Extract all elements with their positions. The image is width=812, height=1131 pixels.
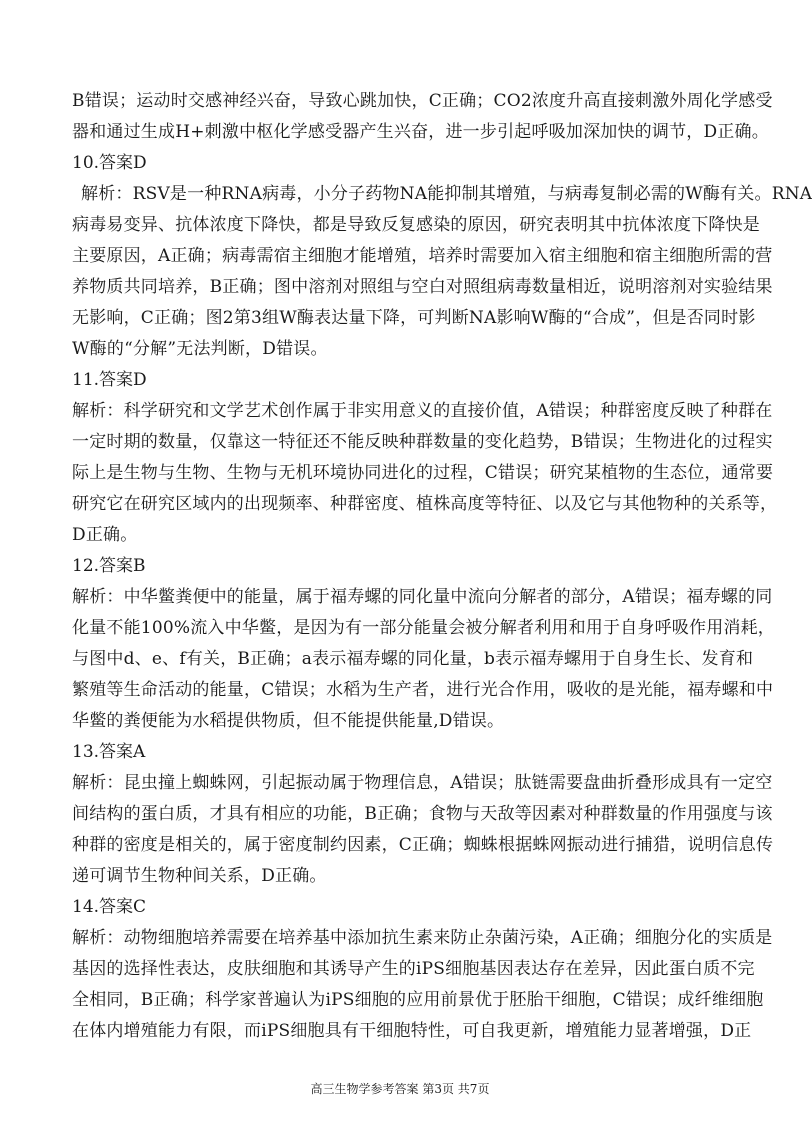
text-line: 在体内增殖能力有限，而iPS细胞具有干细胞特性，可自我更新，增殖能力显著增强，D正 <box>72 1021 752 1041</box>
text-line: 化量不能100%流入中华鳖，是因为有一部分能量会被分解者利用和用于自身呼吸作用消耗， <box>72 618 775 638</box>
text-line: 无影响，C正确；图2第3组W酶表达量下降，可判断NA影响W酶的“合成”，但是否同时影 <box>72 308 756 328</box>
text-line: 种群的密度是相关的，属于密度制约因素，C正确；蜘蛛根据蛛网振动进行捕猎，说明信息传 <box>72 835 774 855</box>
question-11-answer: 11.答案D <box>72 370 147 390</box>
text-line: 解析：科学研究和文学艺术创作属于非实用意义的直接价值，A错误；种群密度反映了种群在 <box>72 401 773 421</box>
text-line: 全相同，B正确；科学家普遍认为iPS细胞的应用前景优于胚胎干细胞，C错误；成纤维细胞 <box>72 990 764 1010</box>
text-line: 研究它在研究区域内的出现频率、种群密度、植株高度等特征、以及它与其他物种的关系等， <box>72 494 778 514</box>
text-line: 繁殖等生命活动的能量，C错误；水稻为生产者，进行光合作用，吸收的是光能，福寿螺和中 <box>72 680 774 700</box>
answer-page-body <box>72 86 812 1047</box>
text-line: 器和通过生成H+刺激中枢化学感受器产生兴奋，进一步引起呼吸加深加快的调节，D正确。 <box>72 122 769 142</box>
text-line: 华鳖的粪便能为水稻提供物质，但不能提供能量,D错误。 <box>72 711 505 731</box>
text-line: D正确。 <box>72 525 138 545</box>
text-line: 解析：昆虫撞上蜘蛛网，引起振动属于物理信息，A错误；肽链需要盘曲折叠形成具有一定空 <box>72 773 773 793</box>
question-13-answer: 13.答案A <box>72 742 146 762</box>
question-10-answer: 10.答案D <box>72 153 147 173</box>
question-12-answer: 12.答案B <box>72 556 146 576</box>
question-10-block <box>72 148 812 365</box>
question-11-block <box>72 365 778 551</box>
text-line: 间结构的蛋白质，才具有相应的功能，B正确；食物与天敌等因素对种群数量的作用强度与该 <box>72 804 773 824</box>
text-line: 主要原因，A正确；病毒需宿主细胞才能增殖，培养时需要加入宿主细胞和宿主细胞所需的营 <box>72 246 773 266</box>
question-14-answer: 14.答案C <box>72 897 147 917</box>
text-line: 与图中d、e、f有关，B正确；a表示福寿螺的同化量，b表示福寿螺用于自身生长、发育和 <box>72 649 754 669</box>
text-line: W酶的“分解”无法判断，D错误。 <box>72 339 328 359</box>
text-line: 解析：动物细胞培养需要在培养基中添加抗生素来防止杂菌污染，A正确；细胞分化的实质是 <box>72 928 773 948</box>
text-line: 一定时期的数量，仅靠这一特征还不能反映种群数量的变化趋势，B错误；生物进化的过程实 <box>72 432 773 452</box>
text-line: 际上是生物与生物、生物与无机环境协同进化的过程，C错误；研究某植物的生态位，通常要 <box>72 463 774 483</box>
text-line: B错误；运动时交感神经兴奋，导致心跳加快，C正确；CO2浓度升高直接刺激外周化学感受 <box>72 91 773 111</box>
text-line: 养物质共同培养，B正确；图中溶剂对照组与空白对照组病毒数量相近，说明溶剂对实验结果 <box>72 277 773 297</box>
question-12-block <box>72 551 775 737</box>
page-footer: 高三生物学参考答案 第3页 共7页 <box>310 1082 490 1096</box>
question-13-block <box>72 737 774 892</box>
text-line: 解析：中华鳖粪便中的能量，属于福寿螺的同化量中流向分解者的部分，A错误；福寿螺的同 <box>72 587 773 607</box>
question-14-block <box>72 892 773 1047</box>
text-line: 病毒易变异、抗体浓度下降快，都是导致反复感染的原因，研究表明其中抗体浓度下降快是 <box>72 215 760 235</box>
text-line: 解析：RSV是一种RNA病毒，小分子药物NA能抑制其增殖，与病毒复制必需的W酶有关。RNA <box>81 184 812 204</box>
text-line: 递可调节生物种间关系，D正确。 <box>72 866 327 886</box>
text-line: 基因的选择性表达，皮肤细胞和其诱导产生的iPS细胞基因表达存在差异，因此蛋白质不完 <box>72 959 755 979</box>
continuation-paragraph <box>72 86 773 148</box>
